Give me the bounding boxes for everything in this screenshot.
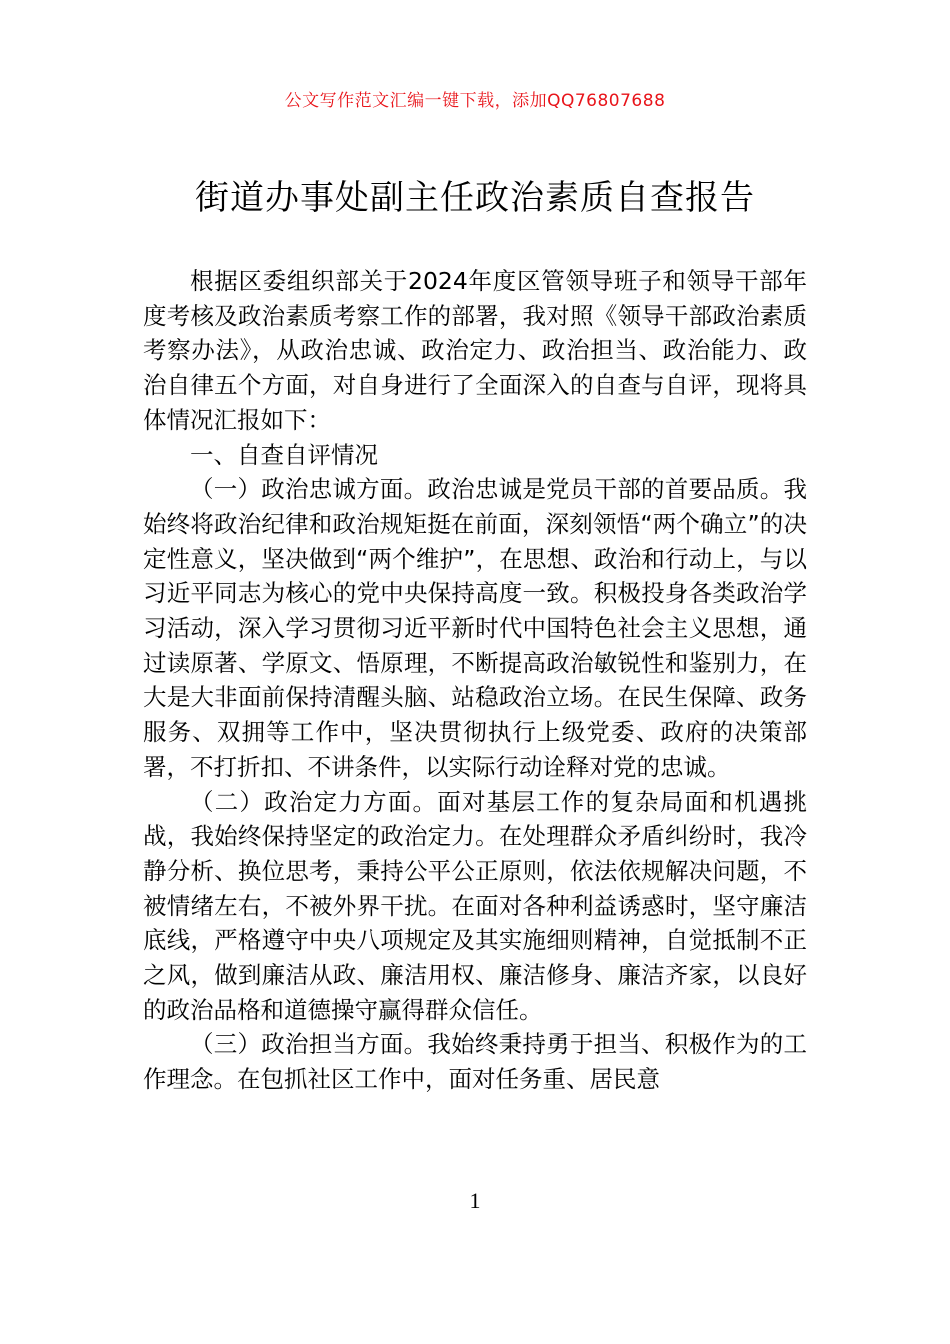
document-title: 街道办事处副主任政治素质自查报告: [195, 178, 755, 218]
section-heading-1: 一、自查自评情况: [190, 440, 378, 469]
paragraph-political-loyalty: （一）政治忠诚方面。政治忠诚是党员干部的首要品质。我始终将政治纪律和政治规矩挺在前面，深刻领悟“两个确立”的决定性意义，坚决做到“两个维护”，在思想、政治和行动上，与以习近平同志为核心的党中央保持高度一致。积极投身各类政治学习活动，深入学习贯彻习近平新时代中国特色社会主义思想，通过读原著、学原文、悟原理，不断提高政治敏锐性和鉴别力，在大是大非面前保持清醒头脑、站稳政治立场。在民生保障、政务服务、双拥等工作中，坚决贯彻执行上级党委、政府的决策部署，不打折扣、不讲条件，以实际行动诠释对党的忠诚。: [143, 475, 807, 781]
paragraph-political-responsibility: （三）政治担当方面。我始终秉持勇于担当、积极作为的工作理念。在包抓社区工作中，面对任务重、居民意: [143, 1030, 807, 1094]
page-number: 1: [469, 1188, 481, 1213]
paragraph-intro: 根据区委组织部关于2024年度区管领导班子和领导干部年度考核及政治素质考察工作的部署，我对照《领导干部政治素质考察办法》，从政治忠诚、政治定力、政治担当、政治能力、政治自律五个方面，对自身进行了全面深入的自查与自评，现将具体情况汇报如下：: [143, 267, 807, 434]
paragraph-political-steadiness: （二）政治定力方面。面对基层工作的复杂局面和机遇挑战，我始终保持坚定的政治定力。在处理群众矛盾纠纷时，我冷静分析、换位思考，秉持公平公正原则，依法依规解决问题，不被情绪左右，不被外界干扰。在面对各种利益诱惑时，坚守廉洁底线，严格遵守中央八项规定及其实施细则精神，自觉抵制不正之风，做到廉洁从政、廉洁用权、廉洁修身、廉洁齐家，以良好的政治品格和道德操守赢得群众信任。: [143, 787, 807, 1024]
download-promo-note: 公文写作范文汇编一键下载，添加QQ76807688: [284, 91, 666, 111]
document-body: [143, 264, 807, 1097]
